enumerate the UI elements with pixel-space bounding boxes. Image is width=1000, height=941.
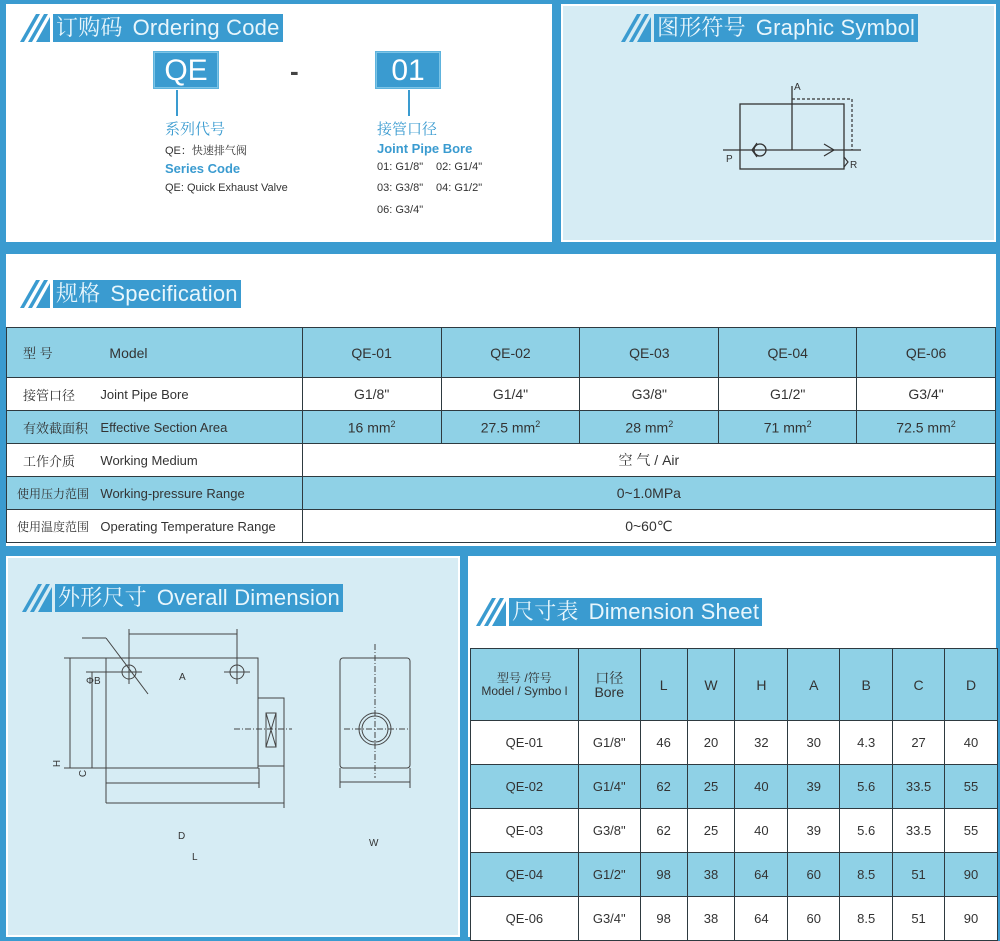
table-row: [471, 897, 998, 941]
model-cell: QE-03: [580, 328, 719, 378]
value-cell: 39: [788, 765, 840, 809]
dimension-sheet-panel: [468, 556, 996, 937]
value-cell: 62: [640, 765, 687, 809]
temperature-value: 0~60℃: [302, 510, 995, 543]
bore-cell: G3/4": [578, 897, 640, 941]
spec-row-model: [7, 328, 996, 378]
row-label-cn: 使用温度范围: [7, 510, 101, 543]
dimension-header-row: [471, 649, 998, 721]
header-w: W: [687, 649, 735, 721]
bore-option: 01: G1/8": [377, 161, 424, 173]
dim-label-w: W: [369, 838, 379, 849]
model-cell: QE-02: [471, 765, 579, 809]
stripes-icon: [20, 280, 50, 308]
heading-en: Ordering Code: [132, 15, 280, 40]
value-cell: 30: [788, 721, 840, 765]
bore-cell: G1/4": [578, 765, 640, 809]
value-cell: 38: [687, 853, 735, 897]
row-label-en: Effective Section Area: [100, 411, 302, 444]
row-label-cn: 接管口径: [7, 378, 101, 411]
value-cell: 5.6: [840, 809, 893, 853]
model-cell: QE-06: [471, 897, 579, 941]
spec-row-pressure: [7, 477, 996, 510]
value-cell: 25: [687, 765, 735, 809]
dim-label-l: L: [192, 852, 198, 863]
value-cell: 40: [735, 765, 788, 809]
area-cell: 27.5 $mm^2$: [441, 411, 580, 444]
pressure-value: 0~1.0MPa: [302, 477, 995, 510]
heading-cn: 尺寸表: [512, 599, 579, 624]
specification-panel: [6, 254, 996, 546]
bore-option: 06: G3/4": [377, 204, 424, 216]
area-cell: 16 $mm^2$: [302, 411, 441, 444]
row-label-cn: 型 号: [7, 328, 101, 378]
value-cell: 46: [640, 721, 687, 765]
dimension-drawing: [8, 558, 458, 938]
value-cell: 90: [945, 897, 998, 941]
heading-en: Specification: [110, 281, 238, 306]
bore-cell: G1/8": [302, 378, 441, 411]
area-cell: 28 $mm^2$: [580, 411, 719, 444]
dimension-table: [470, 648, 998, 941]
value-cell: 5.6: [840, 765, 893, 809]
row-label-en: Joint Pipe Bore: [100, 378, 302, 411]
row-label-en: Working Medium: [100, 444, 302, 477]
stripes-icon: [476, 598, 506, 626]
model-cell: QE-01: [471, 721, 579, 765]
row-label-en: Working-pressure Range: [100, 477, 302, 510]
bore-cell: G1/8": [578, 721, 640, 765]
value-cell: 33.5: [893, 765, 945, 809]
dim-label-h: H: [52, 759, 64, 768]
header-bore: 口径 Bore: [578, 649, 640, 721]
dim-label-c: C: [78, 769, 90, 778]
row-label-cn: 工作介质: [7, 444, 101, 477]
value-cell: 40: [735, 809, 788, 853]
dim-label-a: A: [179, 672, 186, 683]
model-cell: QE-01: [302, 328, 441, 378]
bore-cell: G1/2": [578, 853, 640, 897]
table-row: [471, 853, 998, 897]
bore-cell: G1/2": [719, 378, 857, 411]
medium-value: 空 气 / Air: [302, 444, 995, 477]
value-cell: 4.3: [840, 721, 893, 765]
series-title-en: Series Code: [165, 161, 241, 176]
value-cell: 51: [893, 853, 945, 897]
value-cell: 64: [735, 853, 788, 897]
value-cell: 25: [687, 809, 735, 853]
value-cell: 51: [893, 897, 945, 941]
header-l: L: [640, 649, 687, 721]
ordering-code-heading: [20, 14, 283, 42]
value-cell: 98: [640, 897, 687, 941]
area-cell: 72.5 $mm^2$: [857, 411, 996, 444]
value-cell: 98: [640, 853, 687, 897]
spec-row-medium: [7, 444, 996, 477]
stripes-icon: [20, 14, 50, 42]
spec-row-area: [7, 411, 996, 444]
bore-title-cn: 接管口径: [377, 121, 438, 138]
area-cell: 71 $mm^2$: [719, 411, 857, 444]
spec-row-temperature: [7, 510, 996, 543]
value-cell: 8.5: [840, 853, 893, 897]
spec-row-bore: [7, 378, 996, 411]
value-cell: 64: [735, 897, 788, 941]
bore-code-box: 01: [376, 52, 440, 88]
value-cell: 55: [945, 809, 998, 853]
port-r-label: R: [850, 160, 858, 171]
dim-label-d: D: [178, 831, 186, 842]
bore-option: 04: G1/2": [436, 182, 483, 194]
value-cell: 38: [687, 897, 735, 941]
bore-option: 02: G1/4": [436, 161, 483, 173]
heading-en: Dimension Sheet: [588, 599, 760, 624]
heading-cn: 图形符号: [657, 15, 746, 40]
specification-heading: [20, 280, 241, 308]
row-label-en: Model: [100, 328, 302, 378]
model-cell: QE-04: [719, 328, 857, 378]
table-row: [471, 721, 998, 765]
header-c: C: [893, 649, 945, 721]
heading-en: Graphic Symbol: [755, 15, 916, 40]
value-cell: 32: [735, 721, 788, 765]
model-cell: QE-06: [857, 328, 996, 378]
stripes-icon: [621, 14, 651, 42]
header-d: D: [945, 649, 998, 721]
header-b: B: [840, 649, 893, 721]
port-a-label: A: [794, 82, 801, 93]
value-cell: 60: [788, 897, 840, 941]
header-h: H: [735, 649, 788, 721]
graphic-symbol-panel: [561, 4, 996, 242]
series-desc-cn: QE：快速排气阀: [165, 145, 247, 157]
model-cell: QE-03: [471, 809, 579, 853]
value-cell: 39: [788, 809, 840, 853]
dim-label-phib: ΦB: [86, 676, 101, 687]
value-cell: 55: [945, 765, 998, 809]
heading-cn: 外形尺寸: [58, 585, 147, 610]
row-label-cn: 有效截面积: [7, 411, 101, 444]
series-connector: [176, 90, 178, 116]
overall-dimension-panel: [6, 556, 460, 937]
row-label-cn: 使用压力范围: [7, 477, 101, 510]
code-separator: -: [290, 56, 299, 86]
valve-symbol-diagram: [713, 81, 863, 181]
header-a: A: [788, 649, 840, 721]
dimension-sheet-heading: [476, 598, 762, 626]
table-row: [471, 765, 998, 809]
bore-option: 03: G3/8": [377, 182, 424, 194]
table-row: [471, 809, 998, 853]
bore-cell: G1/4": [441, 378, 580, 411]
bore-cell: G3/8": [578, 809, 640, 853]
series-desc-en: QE: Quick Exhaust Valve: [165, 182, 288, 194]
specification-table: [6, 327, 996, 543]
value-cell: 27: [893, 721, 945, 765]
series-code-box: QE: [154, 52, 218, 88]
row-label-en: Operating Temperature Range: [100, 510, 302, 543]
series-title-cn: 系列代号: [165, 121, 226, 138]
value-cell: 62: [640, 809, 687, 853]
value-cell: 20: [687, 721, 735, 765]
bore-title-en: Joint Pipe Bore: [377, 141, 473, 156]
ordering-code-panel: [6, 4, 552, 242]
value-cell: 8.5: [840, 897, 893, 941]
model-cell: QE-04: [471, 853, 579, 897]
graphic-symbol-heading: [621, 14, 918, 42]
heading-cn: 订购码: [56, 15, 123, 40]
value-cell: 33.5: [893, 809, 945, 853]
port-p-label: P: [726, 154, 733, 165]
value-cell: 40: [945, 721, 998, 765]
bore-cell: G3/8": [580, 378, 719, 411]
value-cell: 60: [788, 853, 840, 897]
bore-connector: [408, 90, 410, 116]
heading-cn: 规格: [56, 281, 101, 306]
header-model: 型号 /符号 Model / Symbo l: [471, 649, 579, 721]
bore-cell: G3/4": [857, 378, 996, 411]
value-cell: 90: [945, 853, 998, 897]
model-cell: QE-02: [441, 328, 580, 378]
heading-en: Overall Dimension: [156, 585, 340, 610]
